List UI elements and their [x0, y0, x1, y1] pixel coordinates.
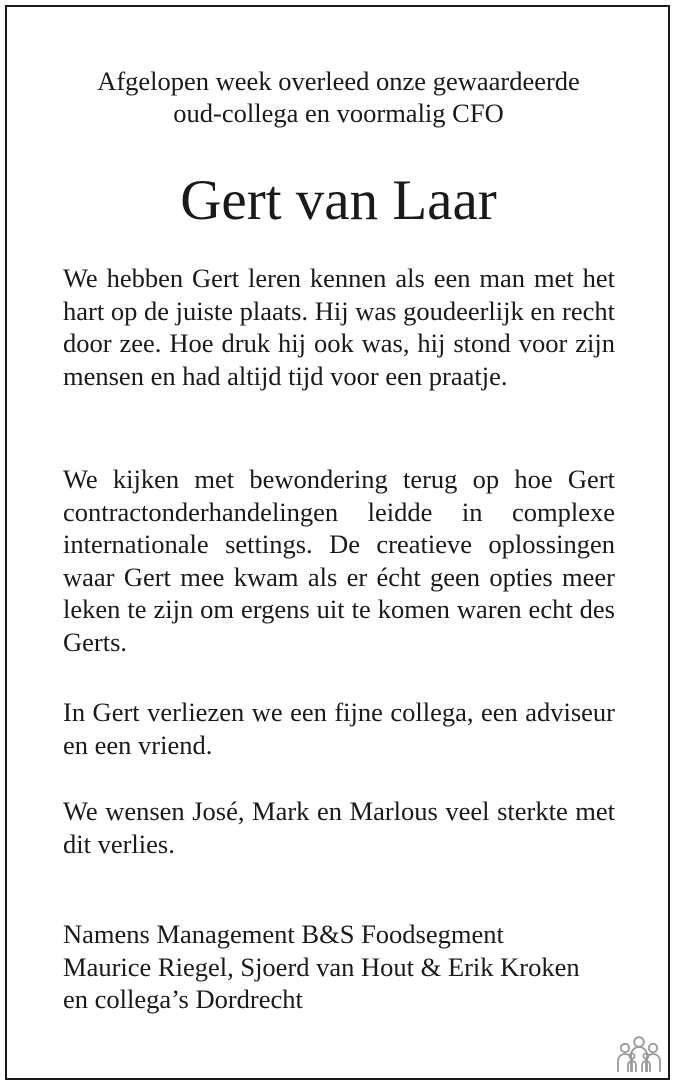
- paragraph-character: We hebben Gert leren kennen als een man met het hart op de juiste plaats. Hij was goudeerlijk en recht door zee. Hoe druk hij ook was, hij stond voor zijn mensen en had altijd tijd voor een praatje.: [63, 263, 615, 391]
- paragraph-condolence: We wensen José, Mark en Marlous veel sterkte met dit verlies.: [63, 796, 615, 859]
- intro-line-2: oud-collega en voormalig CFO: [173, 98, 504, 128]
- signature-block: [63, 918, 623, 1016]
- paragraph-admiration: We kijken met bewondering terug op hoe Gert contractonderhandelingen leidde in complexe internationale settings. De creatieve oplossingen waar Gert mee kwam als er écht geen opties meer leken te zijn om ergens uit te komen waren echt des Gerts.: [63, 464, 615, 657]
- signature-line-1: Namens Management B&S Foodsegment: [63, 919, 504, 949]
- intro-line-1: Afgelopen week overleed onze gewaardeerde: [97, 66, 580, 96]
- deceased-name: Gert van Laar: [180, 169, 497, 232]
- paragraph-loss: In Gert verliezen we een fijne collega, een adviseur en een vriend.: [63, 697, 615, 760]
- signature-line-3: en collega’s Dordrecht: [63, 984, 303, 1014]
- intro-text: [0, 65, 677, 129]
- signature-line-2: Maurice Riegel, Sjoerd van Hout & Erik Kroken: [63, 951, 580, 982]
- people-group-icon: [615, 1035, 663, 1075]
